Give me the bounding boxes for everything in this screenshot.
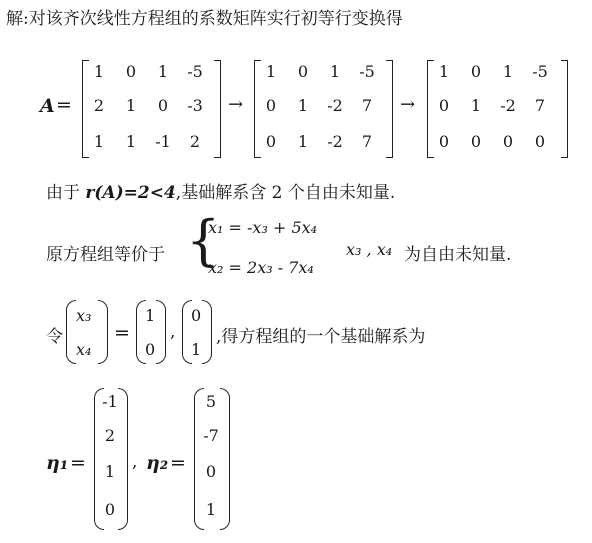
matrix-1-cell: 1: [93, 132, 105, 151]
matrix-1-cell: 1: [93, 62, 105, 81]
eta1-entry: 1: [104, 462, 116, 481]
matrix-1-cell: 0: [157, 96, 169, 115]
vec1-entry: 1: [145, 306, 156, 325]
equals-sign: =: [56, 94, 72, 116]
matrix-1-cell: 1: [125, 132, 137, 151]
eta2-entry: 0: [205, 462, 217, 481]
vec1-entry: 0: [145, 340, 156, 359]
rank-line: [46, 178, 395, 203]
matrix-3-cell: 7: [534, 96, 546, 115]
eta1-entry: 2: [104, 426, 116, 445]
eta2-paren-right: [220, 388, 230, 530]
matrix-3-cell: 1: [502, 62, 514, 81]
matrix-3-cell: 1: [470, 96, 482, 115]
rank-suffix: ,基础解系含 2 个自由未知量.: [175, 183, 396, 203]
vec2-entry: 1: [191, 340, 202, 359]
eta1-label: η₁: [46, 452, 69, 474]
eta2-entry: 5: [205, 392, 217, 411]
matrix-2-cell: 7: [361, 96, 373, 115]
vars-paren-left: [66, 300, 76, 364]
matrix-2-cell: 0: [265, 96, 277, 115]
rank-prefix: 由于: [46, 183, 80, 203]
arrow-2: →: [400, 94, 416, 115]
matrix-1-cell: 1: [157, 62, 169, 81]
matrix-2-cell: 1: [265, 62, 277, 81]
var-x3: x₃: [76, 306, 92, 325]
matrix-2-cell: 1: [297, 132, 309, 151]
eta2-entry: 1: [205, 500, 217, 519]
eta2-label: η₂: [146, 452, 169, 474]
eta2-equals: =: [170, 452, 186, 474]
matrix-1-cell: -5: [187, 62, 203, 81]
var-x4: x₄: [76, 340, 92, 359]
matrix-3-cell: 0: [470, 132, 482, 151]
matrix-3-cell: 0: [502, 132, 514, 151]
matrix-2-cell: 1: [329, 62, 341, 81]
matrix-2-cell: 0: [297, 62, 309, 81]
matrix-1-cell: -3: [187, 96, 203, 115]
matrix-2-cell: 1: [297, 96, 309, 115]
matrix-1-cell: 2: [93, 96, 105, 115]
matrix-1-cell: 2: [189, 132, 201, 151]
matrix-3-cell: -5: [532, 62, 548, 81]
let-prefix: 令: [46, 327, 63, 347]
matrix-1-cell: -1: [155, 132, 171, 151]
equation-2: x₂ = 2x₃ - 7x₄: [208, 258, 314, 277]
matrix-3-cell: -2: [500, 96, 516, 115]
vars-paren-right: [98, 300, 108, 364]
equation-1: x₁ = -x₃ + 5x₄: [208, 218, 318, 237]
matrix-2-cell: 0: [265, 132, 277, 151]
matrix-3-cell: 0: [470, 62, 482, 81]
eta1-entry: -1: [102, 392, 118, 411]
rank-expr: r(A)=2<4: [85, 183, 176, 203]
free-vars-text: 为自由未知量.: [404, 245, 512, 265]
let-equals: =: [114, 322, 130, 344]
matrix-3-cell: 1: [438, 62, 450, 81]
equiv-prefix: 原方程组等价于: [46, 245, 165, 265]
let-suffix: ,得方程组的一个基础解系为: [216, 327, 426, 347]
eta2-entry: -7: [203, 426, 219, 445]
basis-comma: ,: [132, 452, 138, 472]
free-vars: x₃ , x₄: [346, 240, 393, 259]
matrix-2-cell: -2: [327, 96, 343, 115]
matrix-2-cell: -5: [359, 62, 375, 81]
intro-text: 解:对该齐次线性方程组的系数矩阵实行初等行变换得: [6, 9, 403, 29]
vec2-entry: 0: [191, 306, 202, 325]
matrix-1-cell: 1: [125, 96, 137, 115]
eta1-equals: =: [70, 452, 86, 474]
matrix-2-cell: 7: [361, 132, 373, 151]
let-comma: ,: [170, 322, 176, 342]
matrix-3-cell: 0: [438, 96, 450, 115]
matrix-a-label: A: [40, 95, 55, 117]
arrow-1: →: [228, 94, 244, 115]
matrix-3-cell: 0: [438, 132, 450, 151]
matrix-3-cell: 0: [534, 132, 546, 151]
system-brace: {: [186, 209, 221, 272]
matrix-1-cell: 0: [125, 62, 137, 81]
matrix-2-cell: -2: [327, 132, 343, 151]
eta1-entry: 0: [104, 500, 116, 519]
